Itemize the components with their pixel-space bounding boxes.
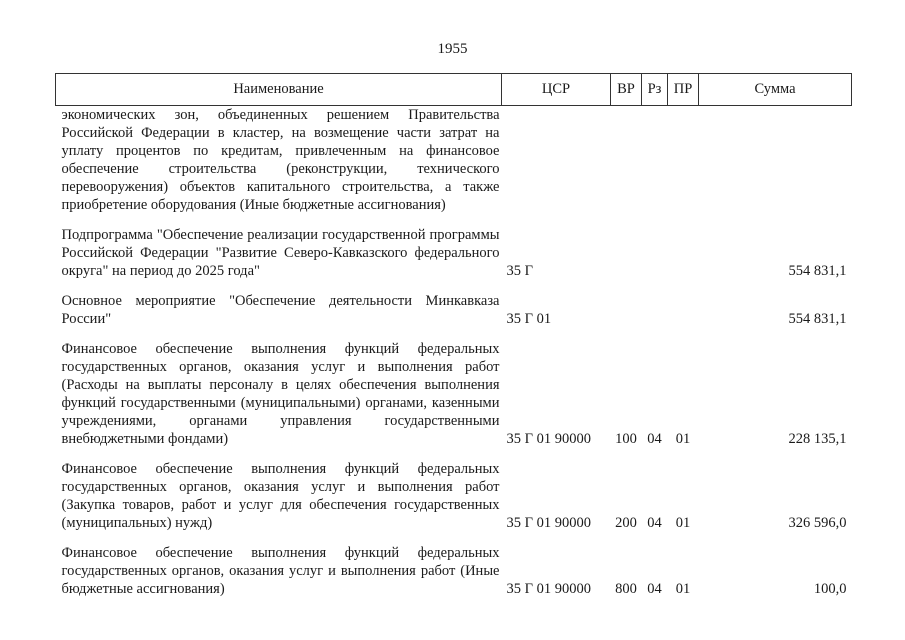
row-pr (668, 106, 699, 215)
page-number: 1955 (437, 41, 468, 57)
row-vr (611, 106, 642, 215)
table-row (56, 106, 852, 215)
row-csr: 35 Г 01 90000 (506, 581, 592, 597)
row-pr (668, 280, 699, 328)
row-csr: 35 Г 01 (506, 311, 552, 327)
table-row (56, 280, 852, 328)
row-rz (642, 280, 668, 328)
row-csr: 35 Г (506, 263, 534, 279)
table-row (56, 328, 852, 448)
row-csr: 35 Г 01 90000 (506, 515, 592, 531)
row-csr (502, 106, 611, 215)
row-vr: 800 (615, 581, 637, 597)
row-name: Подпрограмма "Обеспечение реализации государственной программы Российской Федерации "Развитие Северо-Кавказского федерального округа" на период до 2025 года" (61, 227, 500, 279)
header-rz: Рз (642, 74, 668, 106)
table-row (56, 448, 852, 532)
header-vr: ВР (611, 74, 642, 106)
row-pr (668, 214, 699, 280)
row-rz (642, 214, 668, 280)
row-pr: 01 (675, 515, 691, 531)
budget-table (55, 73, 852, 598)
table-row (56, 214, 852, 280)
row-csr: 35 Г 01 90000 (506, 431, 592, 447)
row-name: Финансовое обеспечение выполнения функций федеральных государственных органов, оказания услуг и выполнения работ (Расходы на выплаты персоналу в целях обеспечения выполнения функций государственными (муниципальными) органами, казенными учреждениями, органами управления государственными внебюджетными фондами) (61, 341, 500, 447)
row-name: Финансовое обеспечение выполнения функций федеральных государственных органов, оказания услуг и выполнения работ (Закупка товаров, работ и услуг для обеспечения государственных (муниципальных) нужд) (61, 461, 500, 531)
header-pr: ПР (668, 74, 699, 106)
row-sum: 554 831,1 (788, 311, 847, 327)
table-row (56, 532, 852, 598)
row-pr: 01 (675, 431, 691, 447)
row-pr: 01 (675, 581, 691, 597)
row-name: Основное мероприятие "Обеспечение деятельности Минкавказа России" (61, 293, 500, 327)
table-header-row (56, 74, 852, 106)
row-sum: 228 135,1 (788, 431, 847, 447)
row-vr: 200 (615, 515, 637, 531)
row-name: Финансовое обеспечение выполнения функций федеральных государственных органов, оказания услуг и выполнения работ (Иные бюджетные ассигнования) (61, 545, 500, 597)
row-sum (699, 106, 852, 215)
row-rz: 04 (647, 581, 662, 597)
row-vr (611, 280, 642, 328)
row-vr (611, 214, 642, 280)
header-csr: ЦСР (502, 74, 611, 106)
row-sum: 100,0 (813, 581, 847, 597)
header-name: Наименование (56, 74, 502, 106)
row-sum: 326 596,0 (788, 515, 847, 531)
row-vr: 100 (615, 431, 637, 447)
row-name: экономических зон, объединенных решением Правительства Российской Федерации в кластер, на возмещение части затрат на уплату процентов по кредитам, привлеченным на финансовое обеспечение строительства (реконструкции, технического перевооружения) объектов капитального строительства, а также приобретение оборудования (Иные бюджетные ассигнования) (61, 107, 500, 213)
row-rz (642, 106, 668, 215)
row-sum: 554 831,1 (788, 263, 847, 279)
header-sum: Сумма (699, 74, 852, 106)
row-rz: 04 (647, 515, 662, 531)
row-rz: 04 (647, 431, 662, 447)
